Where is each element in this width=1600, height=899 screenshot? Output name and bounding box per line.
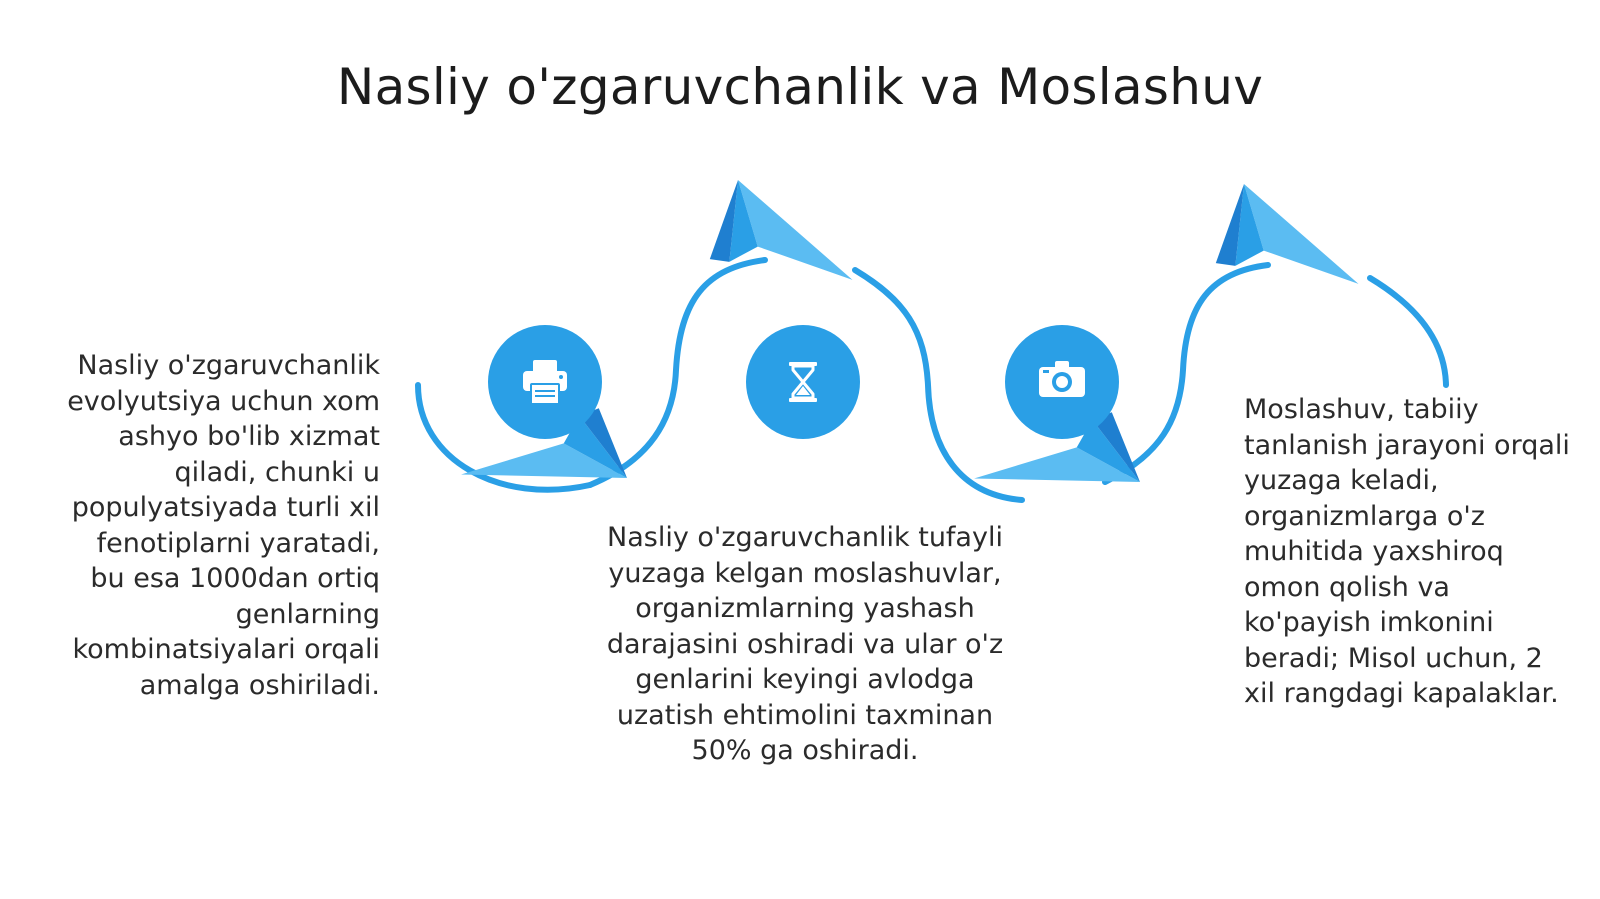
page-title: Nasliy o'zgaruvchanlik va Moslashuv bbox=[336, 58, 1264, 116]
step-3-description: Moslashuv, tabiiy tanlanish jarayoni orqali yuzaga keladi, organizmlarga o'z muhitida yaxshiroq omon qolish va ko'payish imkonini beradi; Misol uchun, 2 xil rangdagi kapalaklar. bbox=[1244, 394, 1570, 709]
step-circle-3 bbox=[1005, 325, 1119, 439]
wave-segment-2 bbox=[590, 260, 765, 485]
paper-plane-icon bbox=[1201, 184, 1372, 333]
paper-plane-icon bbox=[695, 180, 866, 329]
step-1-description: Nasliy o'zgaruvchanlik evolyutsiya uchun xom ashyo bo'lib xizmat qiladi, chunki u populyatsiyada turli xil fenotiplarni yaratadi, bu esa 1000dan ortiq genlarning kombinatsiyalari orqali amalga oshiriladi. bbox=[67, 350, 380, 701]
wave-segment-5 bbox=[1370, 278, 1446, 385]
step-circle-1 bbox=[488, 325, 602, 439]
step-2-description: Nasliy o'zgaruvchanlik tufayli yuzaga kelgan moslashuvlar, organizmlarning yashash darajasini oshiradi va ular o'z genlarini keyingi avlodga uzatish ehtimolini taxminan 50% ga oshiradi. bbox=[606, 522, 1004, 766]
wave-segment-3 bbox=[855, 270, 1022, 500]
step-circle-2 bbox=[746, 325, 860, 439]
